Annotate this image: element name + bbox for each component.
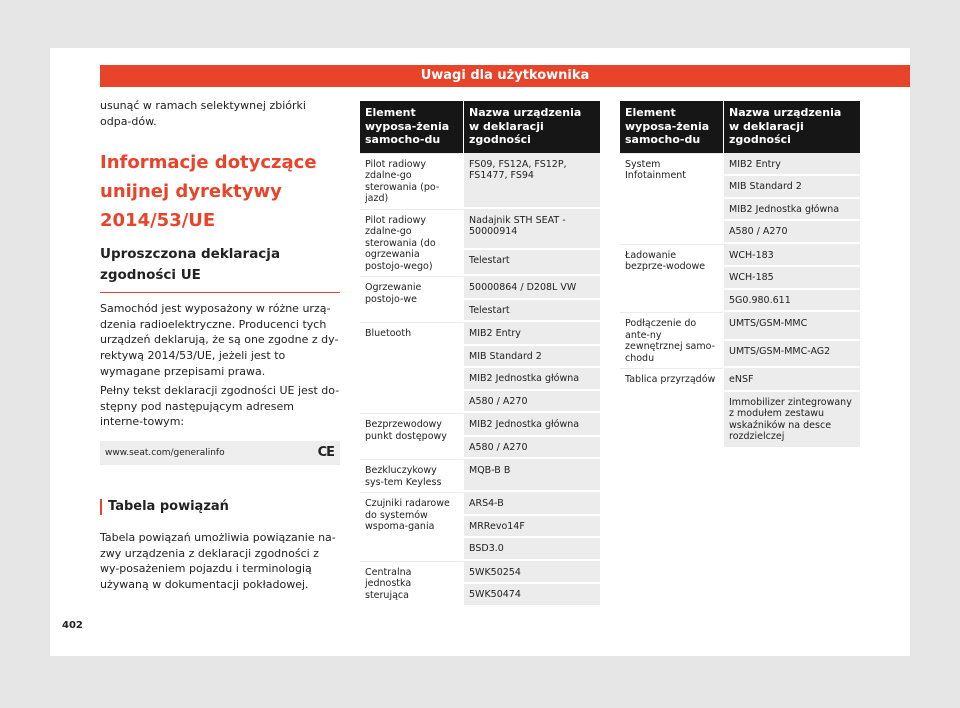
device-name-cell: MIB2 Jednostka główna bbox=[464, 368, 600, 391]
table-row bbox=[360, 209, 600, 250]
table-row bbox=[360, 276, 600, 300]
table-row bbox=[360, 413, 600, 437]
device-name-cell: A580 / A270 bbox=[464, 437, 600, 460]
element-cell: Centralna jednostka sterująca bbox=[360, 561, 464, 607]
device-name-cell: 5WK50254 bbox=[464, 561, 600, 585]
device-name-cell: Telestart bbox=[464, 300, 600, 323]
device-name-cell: Telestart bbox=[464, 250, 600, 276]
paragraph-declaration: Pełny tekst deklaracji zgodności UE jest do-stępny pod następującym adresem interne-towym: bbox=[100, 384, 340, 429]
device-name-cell: MIB2 Entry bbox=[464, 322, 600, 346]
device-name-cell: Immobilizer zintegrowany z modułem zestawu wskaźników na desce rozdzielczej bbox=[724, 392, 860, 449]
paragraph-table-info: Tabela powiązań umożliwia powiązanie na-zwy urządzenia z deklaracji zgodności z wy-posażeniem pojazdu i terminologią używaną w dokumentacji pokładowej. bbox=[100, 530, 336, 591]
table-section-heading: Tabela powiązań bbox=[100, 499, 340, 515]
intro-text: usunąć w ramach selektywnej zbiórki odpa-dów. bbox=[100, 99, 306, 128]
declaration-url[interactable]: www.seat.com/generalinfo bbox=[105, 447, 225, 458]
header-element: Element wyposa-żenia samocho-du bbox=[620, 101, 724, 153]
element-cell: Pilot radiowy zdalne-go sterowania (do ogrzewania postojo-wego) bbox=[360, 209, 464, 277]
element-cell: Pilot radiowy zdalne-go sterowania (po-jazd) bbox=[360, 153, 464, 209]
subsection-heading: Uproszczona deklaracja zgodności UE bbox=[100, 244, 340, 293]
device-name-cell: 5WK50474 bbox=[464, 584, 600, 607]
table-row bbox=[360, 459, 600, 492]
table-row bbox=[360, 561, 600, 585]
element-cell: Ładowanie bezprze-wodowe bbox=[620, 244, 724, 313]
device-name-cell: MQB-B B bbox=[464, 459, 600, 492]
device-name-cell: MIB Standard 2 bbox=[724, 176, 860, 199]
device-name-cell: Nadajnik STH SEAT - 50000914 bbox=[464, 209, 600, 250]
element-cell: System Infotainment bbox=[620, 153, 724, 244]
table-row bbox=[620, 244, 860, 268]
device-name-cell: MIB2 Jednostka główna bbox=[724, 199, 860, 222]
header-device-name: Nazwa urządzenia w deklaracji zgodności bbox=[464, 101, 600, 153]
device-name-cell: 5G0.980.611 bbox=[724, 290, 860, 313]
device-name-cell: UMTS/GSM-MMC-AG2 bbox=[724, 341, 860, 368]
element-cell: Ogrzewanie postojo-we bbox=[360, 276, 464, 322]
element-cell: Podłączenie do ante-ny zewnętrznej samo-chodu bbox=[620, 312, 724, 368]
table-row bbox=[620, 153, 860, 177]
paragraph-devices: Samochód jest wyposażony w różne urzą-dzenia radioelektryczne. Producenci tych urządzeń deklarują, że są one zgodne z dy-rektywą 2014/53/UE, jeżeli jest to wymagane przepisami prawa. bbox=[100, 302, 339, 378]
device-name-cell: ARS4-B bbox=[464, 492, 600, 516]
table-row bbox=[360, 153, 600, 209]
header-element: Element wyposa-żenia samocho-du bbox=[360, 101, 464, 153]
page-header: Uwagi dla użytkownika bbox=[100, 65, 910, 87]
table-row bbox=[360, 492, 600, 516]
table-row bbox=[360, 322, 600, 346]
device-name-cell: 50000864 / D208L VW bbox=[464, 276, 600, 300]
device-name-cell: A580 / A270 bbox=[724, 221, 860, 244]
table-row bbox=[620, 312, 860, 341]
device-name-cell: MIB2 Jednostka główna bbox=[464, 413, 600, 437]
header-device-name: Nazwa urządzenia w deklaracji zgodności bbox=[724, 101, 860, 153]
element-cell: Czujniki radarowe do systemów wspoma-gania bbox=[360, 492, 464, 561]
device-name-cell: MIB Standard 2 bbox=[464, 346, 600, 369]
correspondence-table-2 bbox=[620, 101, 860, 449]
section-heading: Informacje dotyczące unijnej dyrektywy 2014/53/UE bbox=[100, 152, 317, 232]
device-name-cell: WCH-185 bbox=[724, 267, 860, 290]
url-box bbox=[100, 441, 340, 465]
device-name-cell: MRRevo14F bbox=[464, 516, 600, 539]
element-cell: Tablica przyrządów bbox=[620, 368, 724, 449]
left-column bbox=[100, 98, 340, 596]
document-page bbox=[50, 48, 910, 656]
page-number: 402 bbox=[62, 620, 83, 631]
element-cell: Bluetooth bbox=[360, 322, 464, 413]
ce-mark-icon: CE bbox=[317, 444, 334, 460]
device-name-cell: WCH-183 bbox=[724, 244, 860, 268]
element-cell: Bezprzewodowy punkt dostępowy bbox=[360, 413, 464, 459]
device-name-cell: UMTS/GSM-MMC bbox=[724, 312, 860, 341]
device-name-cell: A580 / A270 bbox=[464, 391, 600, 414]
device-name-cell: BSD3.0 bbox=[464, 538, 600, 561]
table-row bbox=[620, 368, 860, 392]
device-name-cell: FS09, FS12A, FS12P, FS1477, FS94 bbox=[464, 153, 600, 209]
correspondence-table-1 bbox=[360, 101, 600, 607]
device-name-cell: eNSF bbox=[724, 368, 860, 392]
element-cell: Bezkluczykowy sys-tem Keyless bbox=[360, 459, 464, 492]
device-name-cell: MIB2 Entry bbox=[724, 153, 860, 177]
